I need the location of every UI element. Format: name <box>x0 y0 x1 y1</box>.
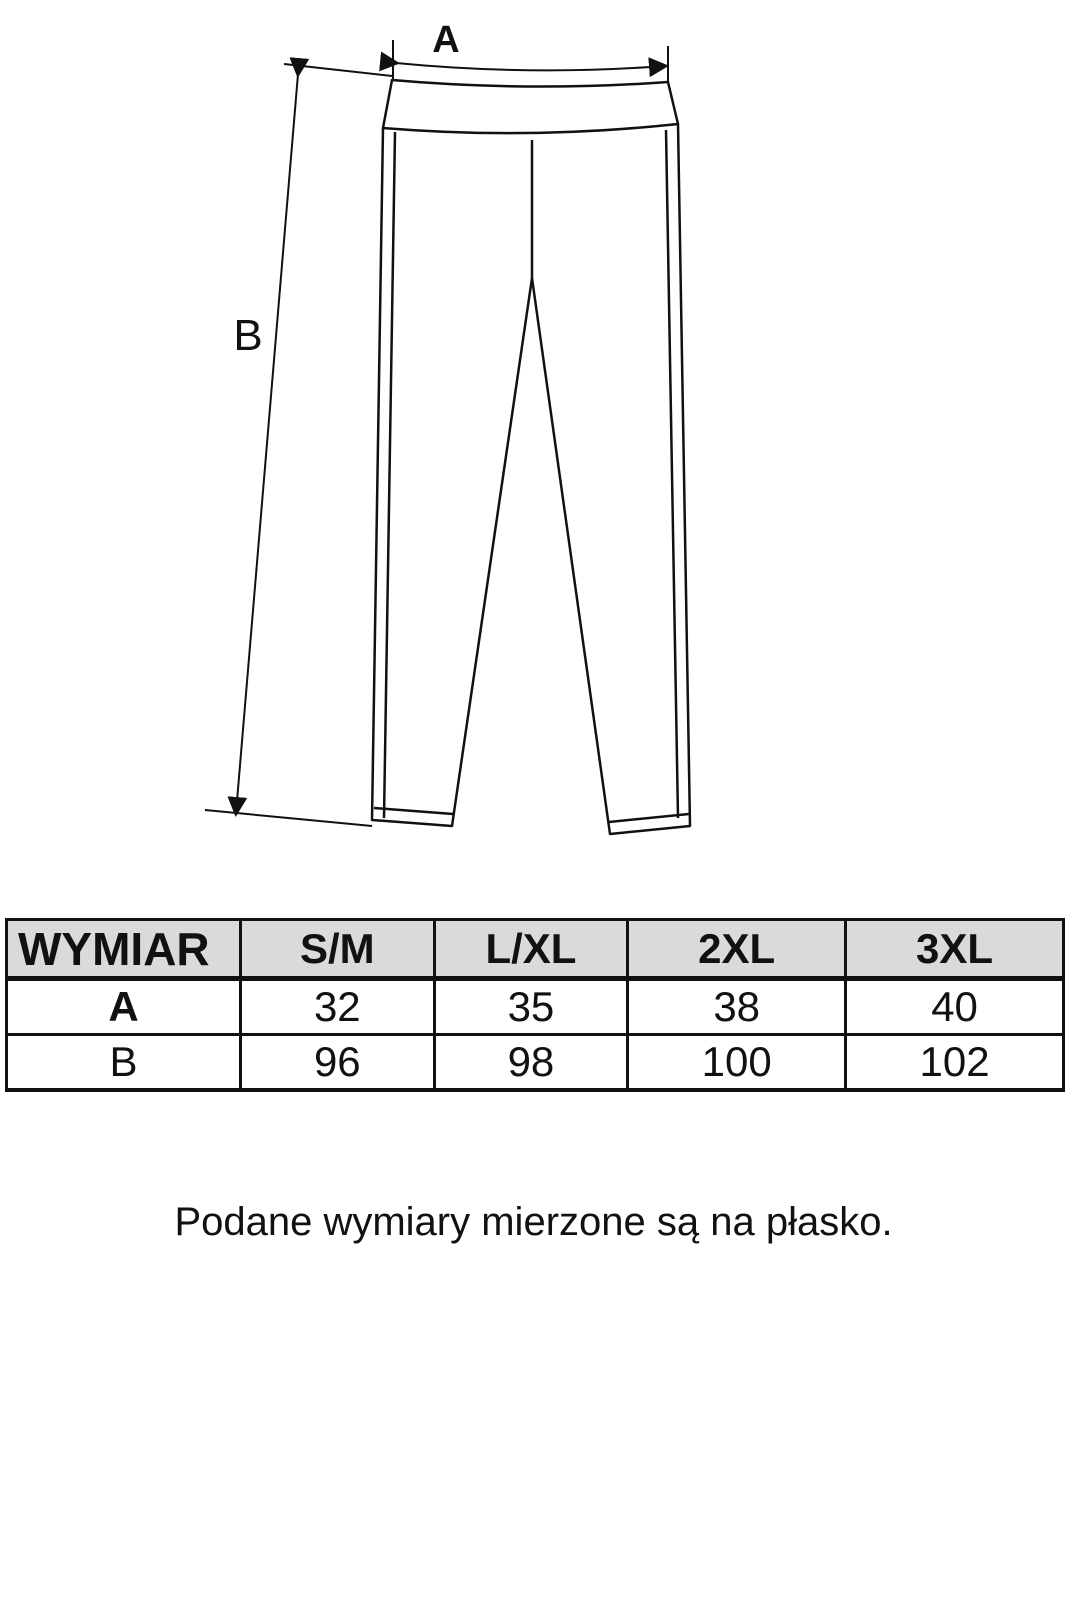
dimension-b-arrow <box>236 74 298 813</box>
size-table <box>5 918 1065 1092</box>
table-cell: 96 <box>240 1035 434 1091</box>
corner-header: WYMIAR <box>7 920 241 979</box>
row-label: B <box>7 1035 241 1091</box>
waistband <box>383 80 678 133</box>
row-label: A <box>7 979 241 1035</box>
side-seam-right <box>666 130 678 818</box>
table-cell: 32 <box>240 979 434 1035</box>
table-cell: 40 <box>846 979 1064 1035</box>
table-cell: 38 <box>628 979 846 1035</box>
dimension-b-tick-top <box>284 64 392 76</box>
size-header: 2XL <box>628 920 846 979</box>
table-cell: 35 <box>434 979 628 1035</box>
dimension-a-arrow <box>396 63 665 70</box>
table-cell: 100 <box>628 1035 846 1091</box>
hem-left <box>374 808 453 814</box>
dimension-b-tick-bottom <box>205 810 372 826</box>
size-header-row <box>7 920 1064 979</box>
table-row <box>7 1035 1064 1091</box>
size-header: 3XL <box>846 920 1064 979</box>
side-seam-left <box>384 132 395 818</box>
size-header: S/M <box>240 920 434 979</box>
size-header: L/XL <box>434 920 628 979</box>
dimension-a-label: A <box>432 19 460 61</box>
table-cell: 98 <box>434 1035 628 1091</box>
dimension-b-label: B <box>233 311 263 360</box>
table-cell: 102 <box>846 1035 1064 1091</box>
table-row <box>7 979 1064 1035</box>
leggings-outline <box>372 80 690 834</box>
dimension-b <box>205 64 392 826</box>
measurement-note: Podane wymiary mierzone są na płasko. <box>174 1200 893 1244</box>
